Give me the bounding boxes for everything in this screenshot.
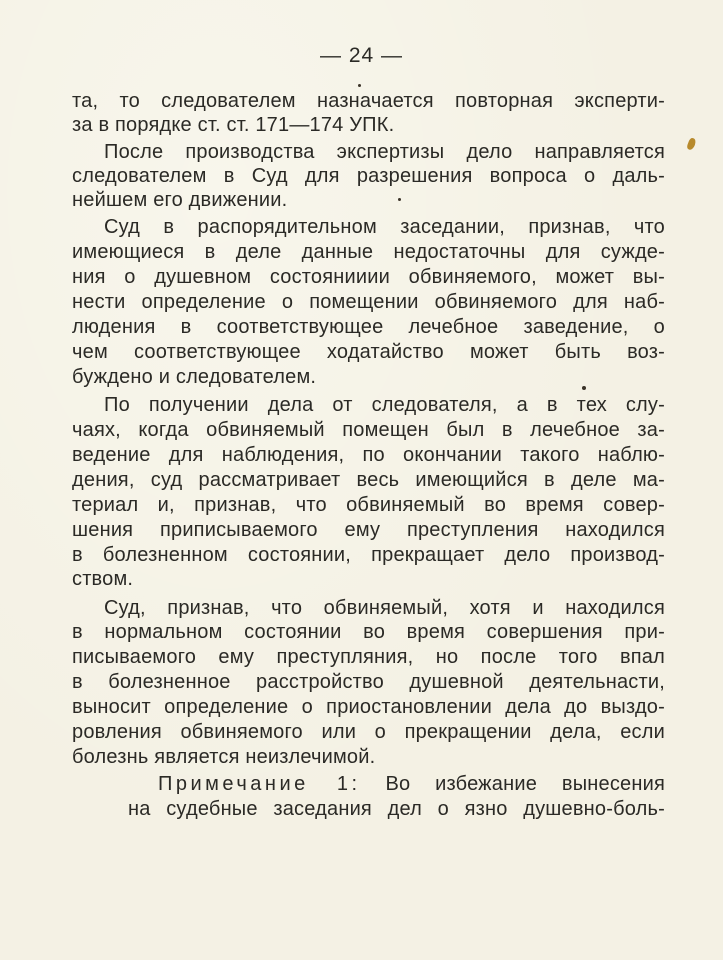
paragraph-start-line: После производства экспертизы дело направляется — [104, 141, 665, 163]
ink-speck — [398, 198, 401, 201]
text-line: териал и, признав, что обвиняемый во время совер- — [72, 494, 665, 516]
text-line: чем соответствующее ходатайство может быть воз- — [72, 341, 665, 363]
paragraph-start-line: Суд, признав, что обвиняемый, хотя и находился — [104, 597, 665, 619]
page-number: — 24 — — [319, 44, 404, 67]
note-label: Примечание 1: — [158, 773, 361, 795]
text-line: нести определение о помещении обвиняемого для наб- — [72, 291, 665, 313]
text-line: имеющиеся в деле данные недостаточны для сужде- — [72, 241, 665, 263]
text-line: следователем в Суд для разрешения вопроса о даль- — [72, 165, 665, 187]
text-line: писываемого ему преступляния, но после того впал — [72, 646, 665, 668]
paragraph-start-line: По получении дела от следователя, а в тех слу- — [104, 394, 665, 416]
text-line: в болезненное расстройство душевной деятельнасти, — [72, 671, 665, 693]
text-line: чаях, когда обвиняемый помещен был в лечебное за- — [72, 419, 665, 441]
text-line: ством. — [72, 568, 134, 590]
text-line: ния о душевном состоянииии обвиняемого, может вы- — [72, 266, 665, 288]
text-line: та, то следователем назначается повторная эксперти- — [72, 90, 665, 112]
paper-stain — [686, 137, 697, 151]
paragraph-start-line: Суд в распорядительном заседании, признав, что — [104, 216, 665, 238]
text-line: буждено и следователем. — [72, 366, 317, 388]
text-line: людения в соответствующее лечебное заведение, о — [72, 316, 665, 338]
text-line: дения, суд рассматривает весь имеющийся в деле ма- — [72, 469, 665, 491]
note-line: на судебные заседания дел о язно душевно-боль- — [128, 798, 665, 820]
text-line: выносит определение о приостановлении дела до выздо- — [72, 696, 665, 718]
ink-speck — [358, 84, 361, 87]
text-line: нейшем его движении. — [72, 189, 288, 211]
text-line: ведение для наблюдения, по окончании такого наблю- — [72, 444, 665, 466]
text-line: шения приписываемого ему преступления находился — [72, 519, 665, 541]
text-line: ровления обвиняемого или о прекращении дела, если — [72, 721, 665, 743]
text-line: в болезненном состоянии, прекращает дело производ- — [72, 544, 665, 566]
text-line: в нормальном состоянии во время совершения при- — [72, 621, 665, 643]
text-line: за в порядке ст. ст. 171—174 УПК. — [72, 114, 395, 136]
note-text: Во избежание вынесения — [385, 773, 666, 795]
note-line — [158, 772, 665, 796]
text-line: болезнь является неизлечимой. — [72, 746, 376, 768]
ink-speck — [582, 386, 586, 390]
